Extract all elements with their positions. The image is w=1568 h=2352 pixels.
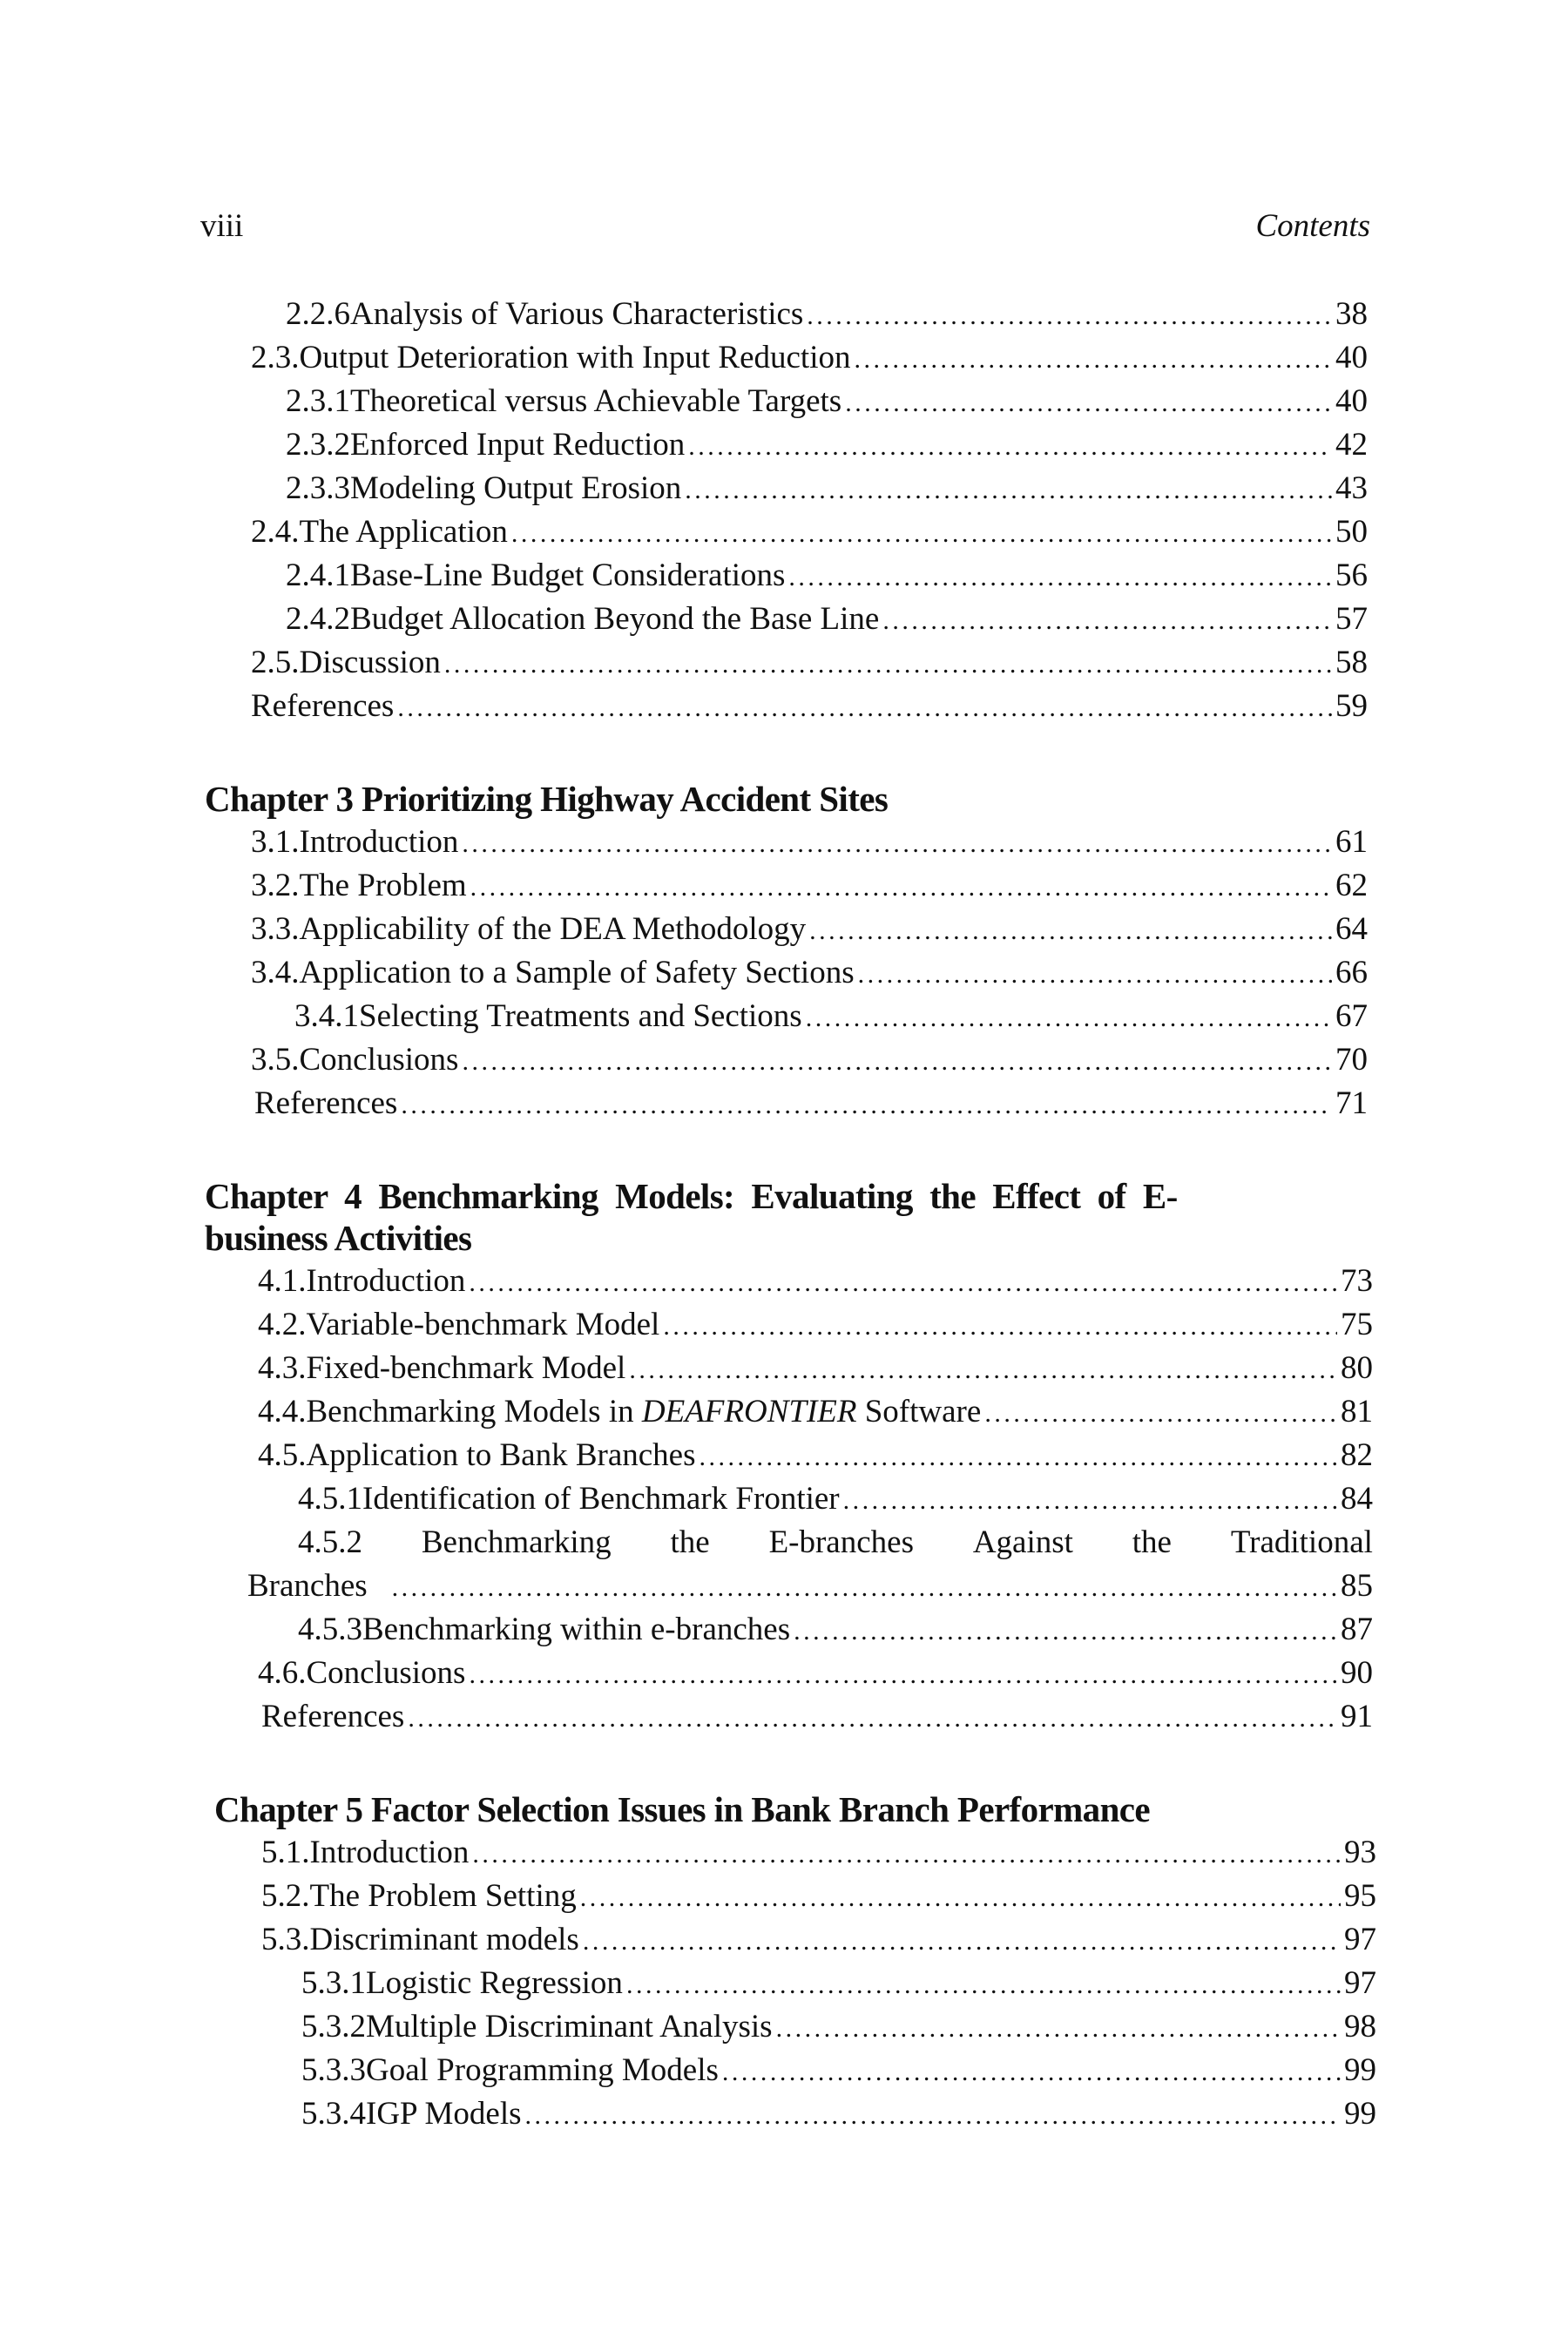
toc-entry-page: 87 bbox=[1341, 1612, 1373, 1647]
toc-entry-number: 5.3.3 bbox=[301, 2052, 366, 2088]
toc-entry-number: 4.5.2 bbox=[298, 1524, 362, 1560]
toc-entry-number: 5.2. bbox=[261, 1878, 310, 1914]
page-header bbox=[200, 207, 1370, 249]
toc-entry-continuation bbox=[247, 1565, 1373, 1608]
page-folio: viii bbox=[200, 208, 244, 244]
toc-entry-page: 99 bbox=[1344, 2052, 1376, 2088]
toc-entry-title: Conclusions bbox=[299, 1042, 459, 1078]
toc-entry-title-pre: Benchmarking Models in bbox=[306, 1394, 642, 1429]
dot-leader bbox=[408, 1697, 1337, 1740]
dot-leader bbox=[794, 1610, 1337, 1653]
toc-entry-page: 90 bbox=[1341, 1655, 1373, 1691]
toc-entry-title: Benchmarking within e-branches bbox=[362, 1612, 791, 1647]
toc-entry-title: Output Deterioration with Input Reduction bbox=[299, 340, 851, 375]
toc-entry-page: 56 bbox=[1335, 558, 1368, 593]
toc-entry-page: 99 bbox=[1344, 2096, 1376, 2132]
toc-entry bbox=[301, 2049, 1376, 2092]
toc-entry-title: Conclusions bbox=[306, 1655, 466, 1691]
toc-entry-page: 59 bbox=[1335, 688, 1368, 724]
toc-entry bbox=[251, 641, 1368, 685]
toc-entry bbox=[258, 1434, 1373, 1477]
toc-entry-title: Base-Line Budget Considerations bbox=[350, 558, 786, 593]
toc-entry-number: 4.1. bbox=[258, 1263, 307, 1299]
dot-leader bbox=[882, 599, 1332, 643]
toc-entry-page: 91 bbox=[1341, 1699, 1373, 1734]
toc-entry-title: Discussion bbox=[299, 645, 441, 680]
toc-entry-page: 75 bbox=[1341, 1307, 1373, 1342]
dot-leader bbox=[629, 1348, 1337, 1392]
title-word: E-branches bbox=[768, 1524, 914, 1560]
toc-entry-title: Modeling Output Erosion bbox=[350, 470, 682, 506]
toc-entry-number: 3.1. bbox=[251, 824, 300, 860]
toc-entry bbox=[286, 423, 1368, 467]
toc-entry bbox=[286, 467, 1368, 510]
toc-entry-page: 67 bbox=[1335, 998, 1368, 1034]
toc-entry-title-post: Software bbox=[856, 1394, 982, 1429]
toc-entry bbox=[286, 380, 1368, 423]
toc-entry-number: 3.3. bbox=[251, 911, 300, 947]
toc-entry bbox=[251, 510, 1368, 554]
dot-leader bbox=[469, 1653, 1337, 1697]
toc-entry-page: 93 bbox=[1344, 1835, 1376, 1870]
toc-entry-title: Theoretical versus Achievable Targets bbox=[350, 383, 842, 419]
title-word: the bbox=[670, 1524, 710, 1560]
dot-leader bbox=[788, 556, 1332, 599]
toc-entry-number: 5.3.2 bbox=[301, 2009, 366, 2044]
toc-entry-page: 61 bbox=[1335, 824, 1368, 860]
toc-entry-title: References bbox=[251, 688, 395, 724]
toc-entry bbox=[294, 995, 1368, 1038]
dot-leader bbox=[776, 2007, 1341, 2051]
toc-entry-number: 2.2.6 bbox=[286, 296, 350, 332]
toc-entry-title: Budget Allocation Beyond the Base Line bbox=[350, 601, 880, 637]
dot-leader bbox=[807, 294, 1332, 338]
running-title: Contents bbox=[1255, 208, 1370, 244]
dot-leader bbox=[699, 1436, 1337, 1479]
dot-leader bbox=[685, 469, 1332, 512]
toc-entry-title: Identification of Benchmark Frontier bbox=[362, 1481, 840, 1517]
toc-entry-page: 66 bbox=[1335, 955, 1368, 990]
toc-entry-title: References bbox=[261, 1699, 405, 1734]
toc-entry-title: Multiple Discriminant Analysis bbox=[366, 2009, 773, 2044]
chapter-3-heading: Chapter 3 Prioritizing Highway Accident Sites bbox=[205, 779, 889, 819]
toc-entry-number: 5.3.4 bbox=[301, 2096, 366, 2132]
toc-entry-title bbox=[307, 1390, 982, 1434]
toc-entry-title: Branches bbox=[247, 1568, 368, 1604]
title-word: Benchmarking bbox=[421, 1524, 612, 1560]
chapter-4-heading: Chapter 4 Benchmarking Models: Evaluating the Effect of E- bbox=[205, 1176, 1178, 1216]
chapter-4-heading-cont: business Activities bbox=[205, 1218, 472, 1258]
toc-entry-title: The Problem bbox=[299, 868, 467, 903]
toc-entry-number: 2.3. bbox=[251, 340, 300, 375]
chapter-5-heading: Chapter 5 Factor Selection Issues in Bank Branch Performance bbox=[214, 1789, 1150, 1829]
toc-entry-references bbox=[261, 1695, 1373, 1739]
toc-entry-number: 5.3.1 bbox=[301, 1965, 366, 2001]
toc-entry bbox=[261, 1875, 1376, 1918]
toc-entry-number: 3.4.1 bbox=[294, 998, 359, 1034]
toc-entry-page: 70 bbox=[1335, 1042, 1368, 1078]
toc-entry-number: 4.6. bbox=[258, 1655, 307, 1691]
toc-entry bbox=[301, 2005, 1376, 2049]
toc-entry-title: Fixed-benchmark Model bbox=[306, 1350, 626, 1386]
toc-entry-page: 64 bbox=[1335, 911, 1368, 947]
toc-entry-page: 38 bbox=[1335, 296, 1368, 332]
dot-leader bbox=[583, 1920, 1341, 1963]
toc-entry-number: 4.4. bbox=[258, 1394, 307, 1429]
toc-entry-page: 40 bbox=[1335, 340, 1368, 375]
dot-leader bbox=[843, 1479, 1337, 1523]
title-word: the bbox=[1132, 1524, 1172, 1560]
dot-leader bbox=[663, 1305, 1337, 1348]
toc-entry bbox=[301, 2092, 1376, 2136]
toc-entry-page: 50 bbox=[1335, 514, 1368, 550]
toc-entry bbox=[251, 908, 1368, 951]
dot-leader bbox=[806, 997, 1332, 1040]
dot-leader bbox=[470, 866, 1332, 909]
toc-entry-title: Discriminant models bbox=[309, 1922, 579, 1957]
toc-entry bbox=[251, 336, 1368, 380]
toc-entry bbox=[251, 951, 1368, 995]
dot-leader bbox=[809, 909, 1332, 953]
toc-entry bbox=[258, 1390, 1373, 1434]
dot-leader bbox=[626, 1963, 1341, 2007]
title-word: Against bbox=[972, 1524, 1073, 1560]
toc-entry-page: 82 bbox=[1341, 1437, 1373, 1473]
toc-entry bbox=[251, 864, 1368, 908]
toc-entry-page: 85 bbox=[1341, 1568, 1373, 1604]
toc-entry-title: Selecting Treatments and Sections bbox=[359, 998, 802, 1034]
toc-entry bbox=[261, 1831, 1376, 1875]
dot-leader bbox=[688, 425, 1332, 469]
toc-entry bbox=[258, 1347, 1373, 1390]
toc-entry-number: 3.2. bbox=[251, 868, 300, 903]
dot-leader bbox=[984, 1392, 1337, 1436]
toc-entry-justified bbox=[298, 1521, 1373, 1565]
toc-entry-page: 73 bbox=[1341, 1263, 1373, 1299]
dot-leader bbox=[580, 1876, 1341, 1920]
toc-entry-title: Logistic Regression bbox=[366, 1965, 623, 2001]
toc-entry-number: 3.5. bbox=[251, 1042, 300, 1078]
toc-entry bbox=[258, 1652, 1373, 1695]
toc-entry-number: 4.5.1 bbox=[298, 1481, 362, 1517]
dot-leader bbox=[511, 512, 1332, 556]
toc-entry-page: 98 bbox=[1344, 2009, 1376, 2044]
dot-leader bbox=[469, 1261, 1337, 1305]
toc-entry-page: 95 bbox=[1344, 1878, 1376, 1914]
toc-entry-number: 4.5. bbox=[258, 1437, 307, 1473]
toc-entry-page: 58 bbox=[1335, 645, 1368, 680]
toc-entry bbox=[286, 293, 1368, 336]
dot-leader bbox=[462, 1040, 1332, 1084]
toc-entry-title: Goal Programming Models bbox=[366, 2052, 719, 2088]
toc-entry-page: 40 bbox=[1335, 383, 1368, 419]
dot-leader bbox=[525, 2094, 1342, 2138]
dot-leader bbox=[444, 643, 1332, 686]
toc-entry-page: 57 bbox=[1335, 601, 1368, 637]
dot-leader bbox=[722, 2051, 1341, 2094]
toc-entry-title: Application to a Sample of Safety Sections bbox=[299, 955, 855, 990]
toc-entry-title: IGP Models bbox=[366, 2096, 522, 2132]
toc-entry-title: Enforced Input Reduction bbox=[350, 427, 686, 463]
dot-leader bbox=[855, 338, 1333, 382]
toc-entry-references bbox=[251, 685, 1368, 728]
toc-entry-page: 84 bbox=[1341, 1481, 1373, 1517]
toc-entry-title: Introduction bbox=[309, 1835, 470, 1870]
toc-entry-page: 97 bbox=[1344, 1922, 1376, 1957]
dot-leader bbox=[472, 1833, 1341, 1876]
toc-entry-title: Variable-benchmark Model bbox=[306, 1307, 660, 1342]
toc-entry-number: 2.4.2 bbox=[286, 601, 350, 637]
toc-entry-title: Application to Bank Branches bbox=[306, 1437, 696, 1473]
toc-entry-number: 2.5. bbox=[251, 645, 300, 680]
toc-entry-number: 4.3. bbox=[258, 1350, 307, 1386]
toc-entry bbox=[258, 1260, 1373, 1303]
toc-entry-page: 42 bbox=[1335, 427, 1368, 463]
toc-entry-number: 2.4.1 bbox=[286, 558, 350, 593]
toc-entry-number: 2.3.2 bbox=[286, 427, 350, 463]
toc-entry bbox=[298, 1608, 1373, 1652]
toc-entry-title: Applicability of the DEA Methodology bbox=[299, 911, 807, 947]
software-name: DEAFRONTIER bbox=[641, 1394, 857, 1429]
toc-entry bbox=[251, 821, 1368, 864]
dot-leader bbox=[401, 1084, 1332, 1127]
toc-entry bbox=[298, 1477, 1373, 1521]
dot-leader bbox=[397, 686, 1332, 730]
toc-entry-page: 62 bbox=[1335, 868, 1368, 903]
toc-entry-page: 71 bbox=[1335, 1085, 1368, 1121]
toc-entry-title: The Problem Setting bbox=[309, 1878, 577, 1914]
title-word: Traditional bbox=[1230, 1524, 1373, 1560]
toc-entry bbox=[261, 1918, 1376, 1962]
toc-entry-references bbox=[254, 1082, 1368, 1125]
toc-entry-title: References bbox=[254, 1085, 398, 1121]
toc-entry bbox=[251, 1038, 1368, 1082]
toc-entry-title: The Application bbox=[299, 514, 508, 550]
toc-entry-number: 5.3. bbox=[261, 1922, 310, 1957]
toc-entry-title: Introduction bbox=[299, 824, 459, 860]
toc-entry-title: Introduction bbox=[306, 1263, 466, 1299]
dot-leader bbox=[392, 1566, 1337, 1610]
toc-entry-number: 3.4. bbox=[251, 955, 300, 990]
toc-entry-title: Analysis of Various Characteristics bbox=[350, 296, 804, 332]
toc-entry-number: 5.1. bbox=[261, 1835, 310, 1870]
dot-leader bbox=[845, 382, 1332, 425]
toc-entry-number: 2.3.1 bbox=[286, 383, 350, 419]
toc-entry-page: 81 bbox=[1341, 1394, 1373, 1429]
toc-entry-page: 43 bbox=[1335, 470, 1368, 506]
dot-leader bbox=[858, 953, 1332, 997]
toc-entry-number: 2.3.3 bbox=[286, 470, 350, 506]
toc-entry bbox=[301, 1962, 1376, 2005]
toc-entry-number: 2.4. bbox=[251, 514, 300, 550]
toc-entry bbox=[258, 1303, 1373, 1347]
toc-entry-page: 97 bbox=[1344, 1965, 1376, 2001]
dot-leader bbox=[462, 822, 1332, 866]
toc-entry-page: 80 bbox=[1341, 1350, 1373, 1386]
toc-entry-number: 4.5.3 bbox=[298, 1612, 362, 1647]
toc-entry bbox=[286, 598, 1368, 641]
toc-entry bbox=[286, 554, 1368, 598]
toc-entry-number: 4.2. bbox=[258, 1307, 307, 1342]
